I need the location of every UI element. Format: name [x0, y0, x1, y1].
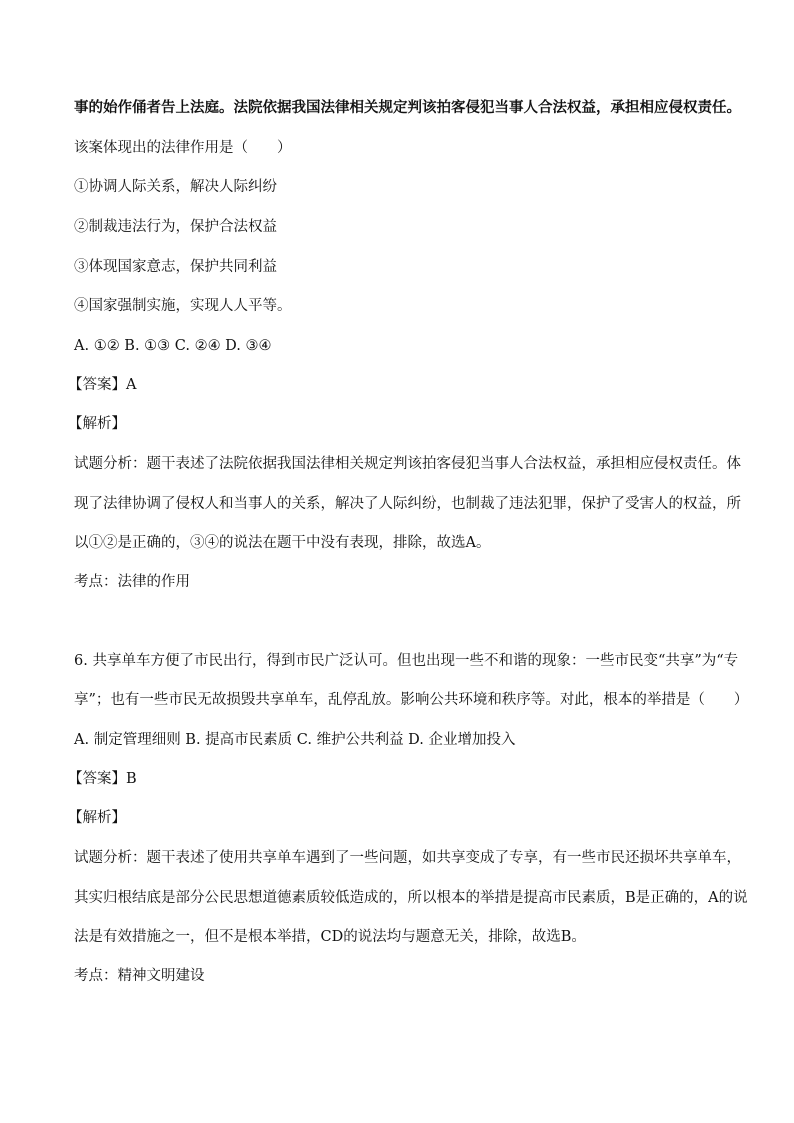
q6-point: 考点：精神文明建设: [74, 968, 205, 984]
q5-stem-tail: 事的始作俑者告上法庭。法院依据我国法律相关规定判该拍客侵犯当事人合法权益，承担相应侵权责任。: [74, 99, 741, 116]
q5-answer: 【答案】A: [68, 377, 137, 393]
q5-question: 该案体现出的法律作用是（ ）: [74, 140, 292, 156]
q5-analysis-line-2: 现了法律协调了侵权人和当事人的关系，解决了人际纠纷，也制裁了违法犯罪，保护了受害人的权益，所: [74, 496, 741, 512]
q5-analysis-label: 【解析】: [68, 416, 126, 432]
q6-options: A. 制定管理细则 B. 提高市民素质 C. 维护公共利益 D. 企业增加投入: [74, 732, 516, 748]
q5-point: 考点：法律的作用: [74, 574, 190, 590]
q5-analysis-line-1: 试题分析：题干表述了法院依据我国法律相关规定判该拍客侵犯当事人合法权益，承担相应侵权责任。体: [74, 456, 741, 472]
q6-analysis-label: 【解析】: [68, 810, 126, 826]
q5-statement-1: ①协调人际关系，解决人际纠纷: [74, 179, 277, 195]
q6-answer: 【答案】B: [68, 771, 137, 787]
q5-statement-2: ②制裁违法行为，保护合法权益: [74, 219, 277, 235]
q6-analysis-line-1: 试题分析：题干表述了使用共享单车遇到了一些问题，如共享变成了专享，有一些市民还损坏共享单车，: [74, 850, 741, 866]
q6-analysis-line-3: 法是有效措施之一，但不是根本举措，CD的说法均与题意无关，排除，故选B。: [74, 929, 586, 945]
q5-options: A. ①② B. ①③ C. ②④ D. ③④: [74, 338, 272, 354]
q6-stem-line-2: 享”；也有一些市民无故损毁共享单车，乱停乱放。影响公共环境和秩序等。对此，根本的举措是（ ）: [74, 692, 749, 708]
q5-statement-3: ③体现国家意志，保护共同利益: [74, 259, 277, 275]
q5-statement-4: ④国家强制实施，实现人人平等。: [74, 298, 292, 314]
q5-analysis-line-3: 以①②是正确的，③④的说法在题干中没有表现，排除，故选A。: [74, 535, 491, 551]
q6-stem-line-1: 6. 共享单车方便了市民出行，得到市民广泛认可。但也出现一些不和谐的现象：一些市民变“共享”为“专: [74, 653, 739, 669]
q6-analysis-line-2: 其实归根结底是部分公民思想道德素质较低造成的，所以根本的举措是提高市民素质，B是正确的，A的说: [74, 890, 748, 906]
